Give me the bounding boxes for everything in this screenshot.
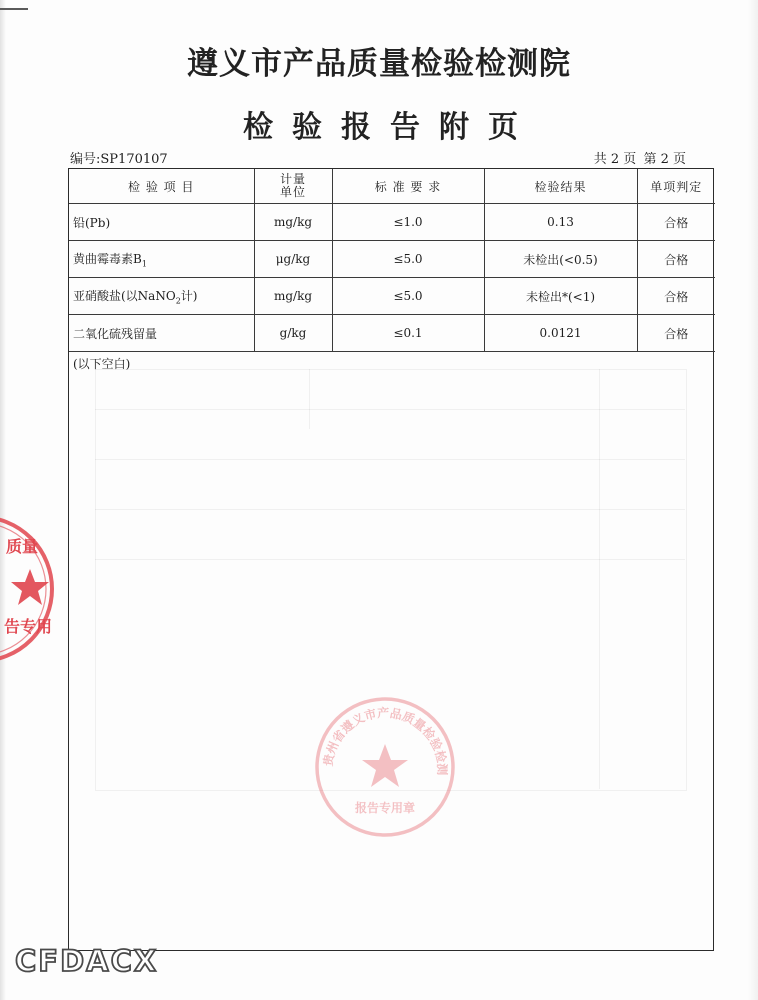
- ghost-line: [599, 369, 600, 789]
- item-name-tail: 计): [180, 288, 198, 303]
- seal-stamp-ghost: [310, 692, 460, 846]
- unit-cell: mg/kg: [254, 278, 332, 315]
- standard-cell: ≤0.1: [332, 315, 484, 352]
- ghost-line: [95, 509, 685, 510]
- page-total: 共 2 页: [593, 152, 637, 167]
- item-name: 亚硝酸盐(以NaNO: [73, 288, 176, 303]
- seal-star-icon: [362, 744, 408, 787]
- verdict-cell: 合格: [637, 204, 715, 241]
- report-meta-row: [70, 148, 686, 166]
- column-header-unit: [254, 169, 332, 204]
- seal-left-text-bottom: 告专用: [4, 617, 53, 636]
- column-header-unit-line2: 单位: [279, 185, 306, 199]
- standard-cell: ≤5.0: [332, 241, 484, 278]
- item-subscript: 2: [175, 296, 181, 306]
- unit-cell: mg/kg: [254, 204, 332, 241]
- organization-title: 遵义市产品质量检验检测院: [187, 46, 571, 82]
- table-row: [69, 278, 715, 315]
- item-name: 二氧化硫残留量: [73, 326, 158, 341]
- inspection-table: [69, 169, 715, 352]
- verdict-cell: 合格: [637, 278, 715, 315]
- scan-edge-mark: [0, 8, 28, 10]
- result-cell: 未检出*(<1): [484, 278, 637, 315]
- column-header-result: 检验结果: [484, 169, 637, 204]
- column-header-item: 检 验 项 目: [69, 169, 254, 204]
- standard-cell: ≤5.0: [332, 278, 484, 315]
- result-cell: 0.13: [484, 204, 637, 241]
- standard-cell: ≤1.0: [332, 204, 484, 241]
- item-name: 黄曲霉毒素B: [73, 251, 142, 266]
- ghost-line: [95, 409, 685, 410]
- table-row: [69, 241, 715, 278]
- result-cell: 未检出(<0.5): [484, 241, 637, 278]
- result-cell: 0.0121: [484, 315, 637, 352]
- report-number-label: 编号:: [70, 152, 101, 167]
- seal-center-text-bottom: 报告专用章: [354, 801, 416, 815]
- item-cell: [69, 315, 254, 352]
- column-header-unit-line1: 计量: [279, 172, 306, 186]
- verdict-cell: 合格: [637, 241, 715, 278]
- item-subscript: 1: [141, 259, 147, 269]
- unit-cell: μg/kg: [254, 241, 332, 278]
- seal-stamp-left: [0, 514, 62, 668]
- table-row: [69, 315, 715, 352]
- table-header-row: [69, 169, 715, 204]
- seal-star-icon: [11, 569, 49, 605]
- verdict-cell: 合格: [637, 315, 715, 352]
- item-cell: [69, 241, 254, 278]
- ghost-line: [95, 559, 685, 560]
- scan-edge-left: [0, 0, 6, 1000]
- table-row: [69, 204, 715, 241]
- item-cell: [69, 204, 254, 241]
- column-header-verdict: 单项判定: [637, 169, 715, 204]
- item-name: 铅(Pb): [73, 215, 111, 230]
- item-cell: [69, 278, 254, 315]
- seal-left-text-top: 质量: [6, 537, 39, 556]
- blank-below-note: (以下空白): [73, 357, 131, 371]
- document-title: 检验报告附页: [243, 110, 537, 145]
- ghost-line: [95, 459, 685, 460]
- column-header-standard: 标 准 要 求: [332, 169, 484, 204]
- report-number-value: SP170107: [100, 152, 168, 167]
- ghost-line: [309, 369, 310, 429]
- watermark-logo: CFDACX: [15, 944, 159, 978]
- seal-center-text-top: 贵州省遵义市产品质量检验检测: [320, 705, 450, 776]
- page-current: 第 2 页: [643, 152, 686, 167]
- scan-edge-right: [748, 0, 758, 1000]
- unit-cell: g/kg: [254, 315, 332, 352]
- page-indicator: [591, 148, 686, 167]
- report-number: [70, 148, 168, 167]
